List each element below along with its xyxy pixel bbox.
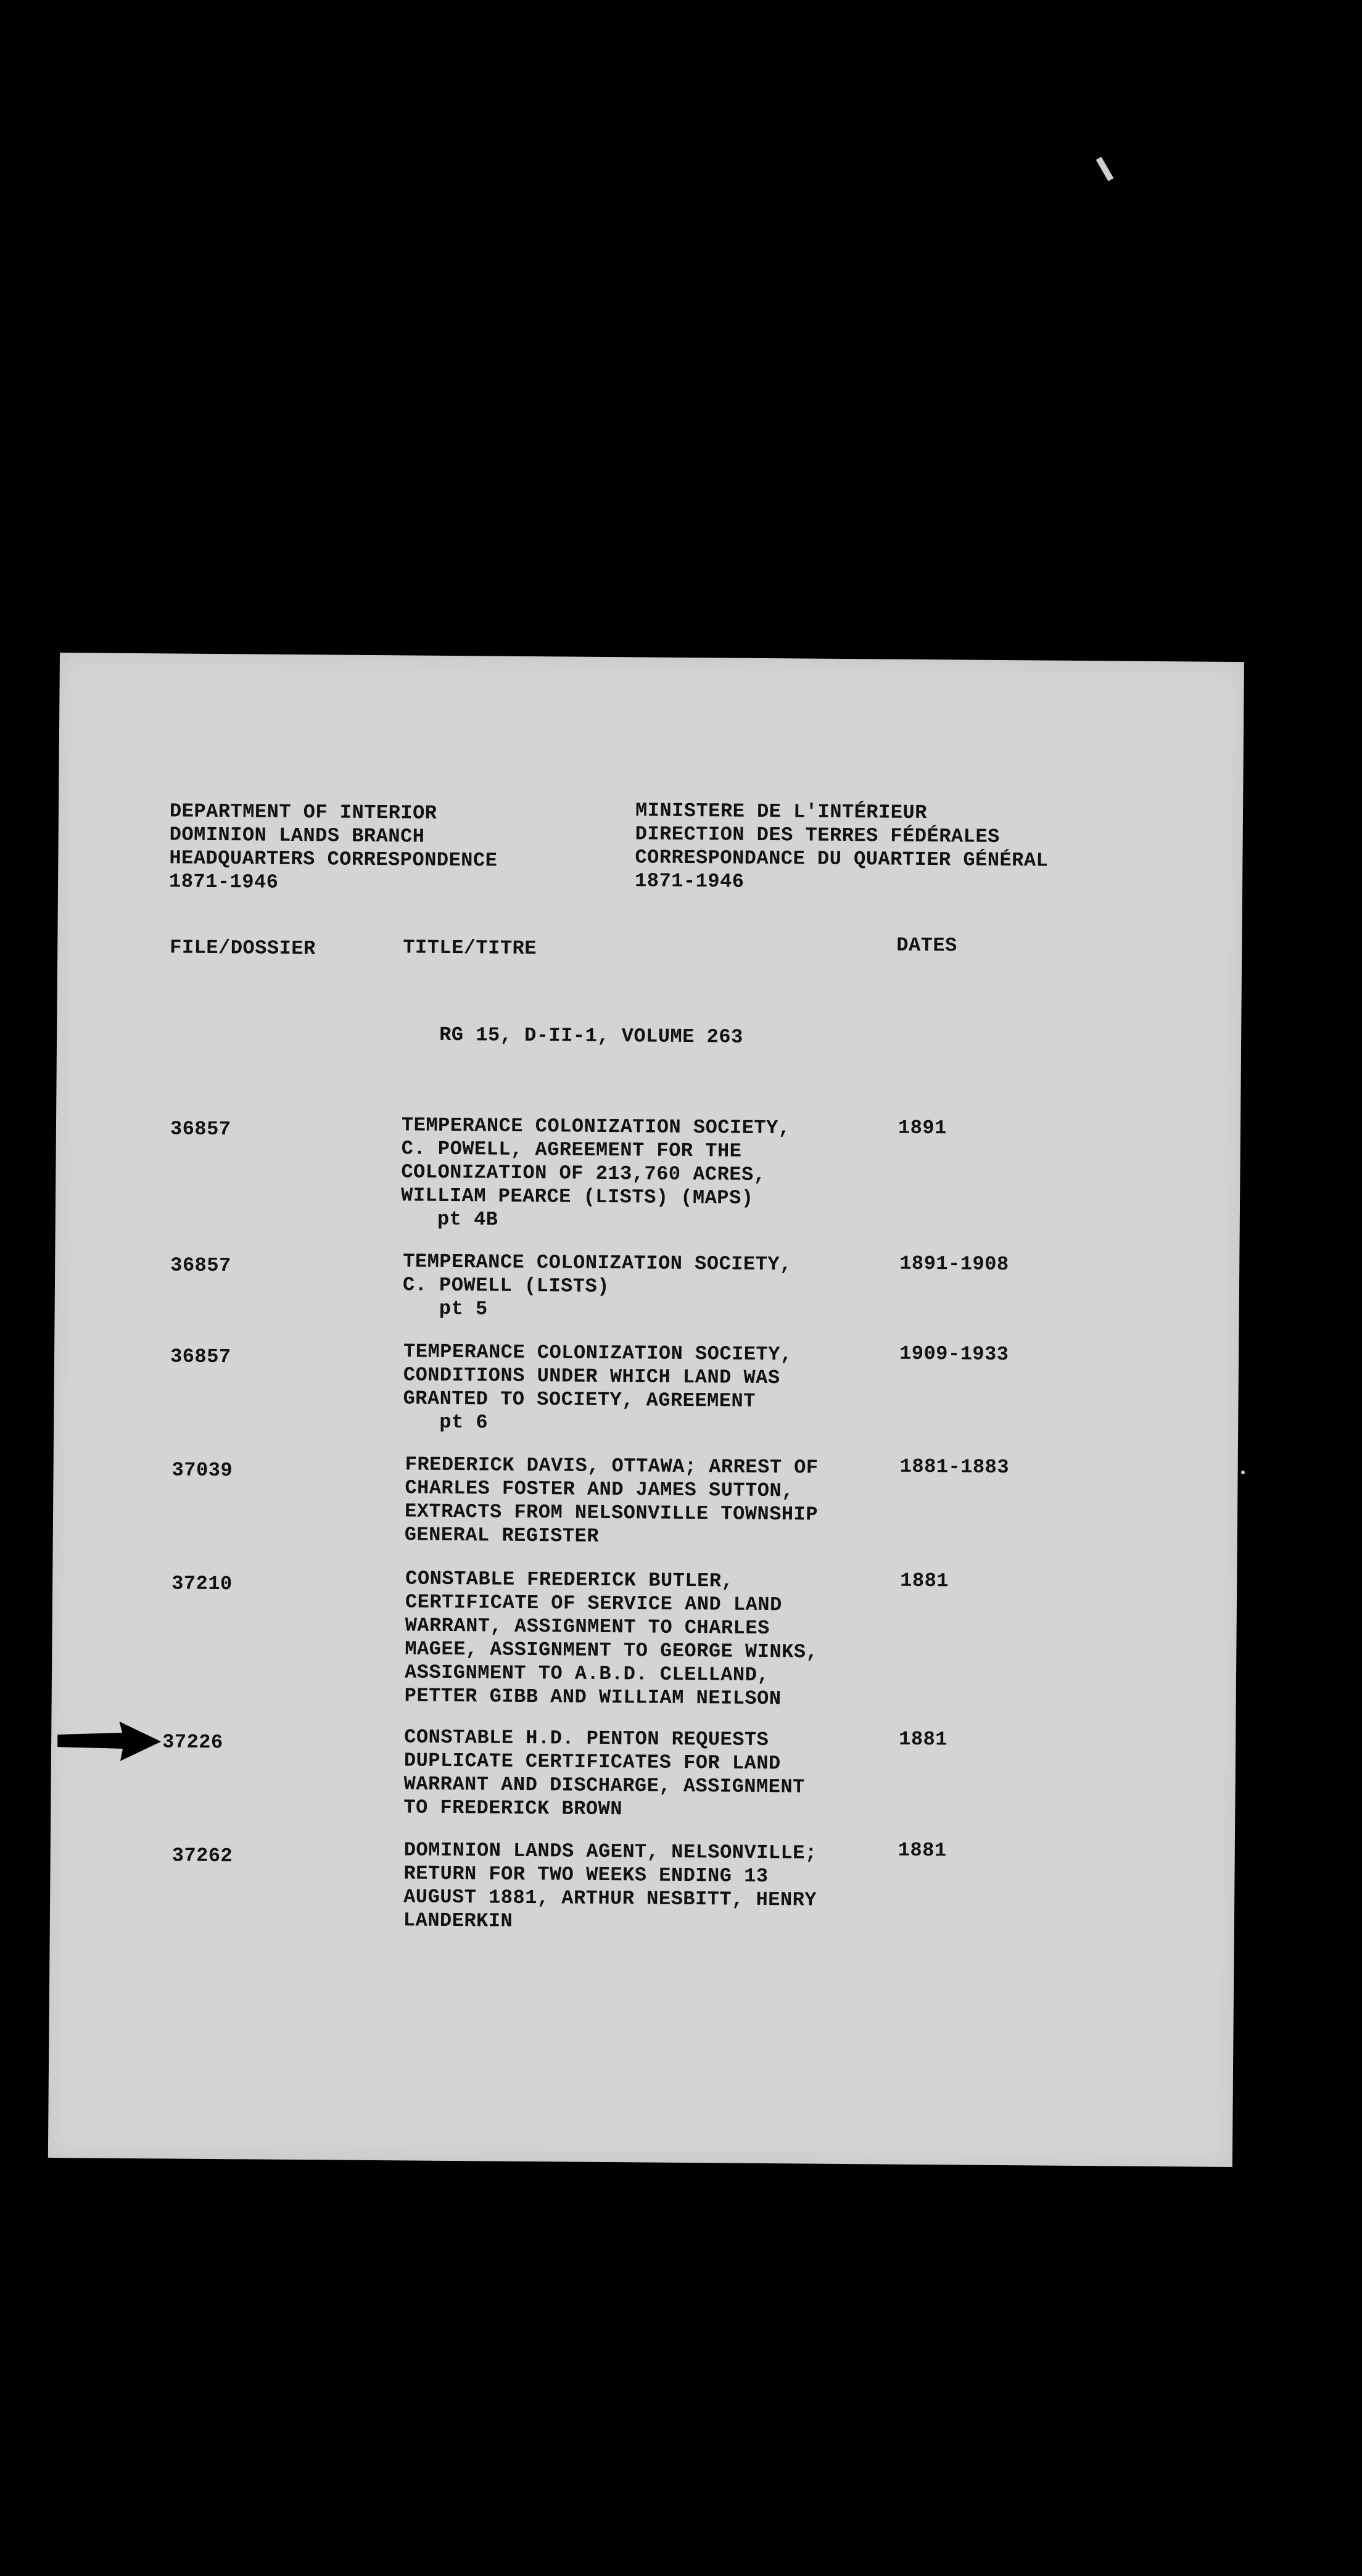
header-line: DOMINION LANDS BRANCH [169, 823, 425, 848]
entry-title-line: FREDERICK DAVIS, OTTAWA; ARREST OF [405, 1453, 819, 1479]
entry-dates: 1881 [899, 1727, 948, 1751]
column-header-file: FILE/DOSSIER [170, 936, 316, 960]
entry-dates: 1891 [898, 1116, 947, 1140]
entry-title-line: COLONIZATION OF 213,760 ACRES, [401, 1160, 766, 1187]
entry-title [401, 1113, 791, 1234]
entry-title-line: C. POWELL (LISTS) [402, 1273, 610, 1298]
entry-title-line: CONSTABLE FREDERICK BUTLER, [405, 1567, 734, 1593]
column-header-dates: DATES [896, 933, 957, 957]
entry-file-number: 36857 [170, 1117, 231, 1141]
document-page [48, 653, 1244, 2167]
entry-title-line: CERTIFICATE OF SERVICE AND LAND [405, 1590, 782, 1617]
entry-title-line: RETURN FOR TWO WEEKS ENDING 13 [403, 1862, 769, 1888]
arrow-right-icon [57, 1720, 163, 1764]
entry-file-number: 37226 [162, 1730, 223, 1754]
entry-dates: 1881 [900, 1569, 949, 1593]
entry-title [403, 1725, 805, 1822]
entry-title-line: ASSIGNMENT TO A.B.D. CLELLAND, [404, 1661, 770, 1687]
entry-title-line: pt 4B [400, 1207, 498, 1231]
entry-title [403, 1838, 817, 1935]
scan-artifact [1096, 157, 1114, 181]
entry-file-number: 36857 [170, 1253, 231, 1278]
scan-artifact [1241, 1471, 1245, 1474]
entry-title-line: DOMINION LANDS AGENT, NELSONVILLE; [403, 1838, 817, 1865]
header-line: MINISTERE DE L'INTÉRIEUR [635, 799, 928, 825]
entry-title-line: MAGEE, ASSIGNMENT TO GEORGE WINKS, [405, 1637, 819, 1664]
entry-file-number: 37039 [171, 1458, 233, 1482]
entry-title-line: GENERAL REGISTER [404, 1523, 600, 1548]
entry-title-line: pt 6 [403, 1410, 489, 1434]
entry-title-line: GRANTED TO SOCIETY, AGREEMENT [403, 1387, 756, 1413]
entry-title-line: TEMPERANCE COLONIZATION SOCIETY, [403, 1340, 793, 1366]
entry-title-line: WARRANT AND DISCHARGE, ASSIGNMENT [403, 1772, 805, 1799]
header-line: DIRECTION DES TERRES FÉDÉRALES [635, 822, 1000, 848]
header-english [169, 799, 498, 896]
entry-title-line: EXTRACTS FROM NELSONVILLE TOWNSHIP [404, 1500, 819, 1526]
entry-title-line: TO FREDERICK BROWN [403, 1796, 623, 1821]
header-line: 1871-1946 [634, 869, 745, 893]
entry-dates: 1881-1883 [899, 1455, 1010, 1479]
entry-title-line: WARRANT, ASSIGNMENT TO CHARLES [405, 1614, 770, 1640]
entry-title-line: CHARLES FOSTER AND JAMES SUTTON, [405, 1476, 794, 1503]
header-line: 1871-1946 [168, 870, 279, 894]
entry-title-line: C. POWELL, AGREEMENT FOR THE [401, 1137, 742, 1163]
entry-title-line: PETTER GIBB AND WILLIAM NEILSON [404, 1684, 782, 1711]
entry-dates: 1881 [898, 1838, 947, 1862]
entry-title-line: WILLIAM PEARCE (LISTS) (MAPS) [400, 1184, 754, 1210]
entry-dates: 1909-1933 [899, 1342, 1009, 1366]
header-line: HEADQUARTERS CORRESPONDENCE [169, 846, 498, 872]
header-line: DEPARTMENT OF INTERIOR [169, 799, 437, 825]
entry-title-line: LANDERKIN [403, 1909, 513, 1933]
volume-reference: RG 15, D-II-1, VOLUME 263 [439, 1023, 743, 1049]
entry-title-line: CONDITIONS UNDER WHICH LAND WAS [403, 1363, 780, 1390]
entry-title [405, 1567, 819, 1711]
entry-title-line: DUPLICATE CERTIFICATES FOR LAND [403, 1749, 781, 1775]
header-line: CORRESPONDANCE DU QUARTIER GÉNÉRAL [635, 846, 1049, 872]
entry-file-number: 36857 [170, 1345, 231, 1369]
entry-file-number: 37262 [171, 1844, 233, 1868]
entry-file-number: 37210 [171, 1572, 233, 1596]
entry-title [403, 1250, 792, 1323]
entry-title [403, 1340, 793, 1437]
entry-title [405, 1453, 819, 1550]
entry-dates: 1891-1908 [899, 1252, 1009, 1276]
entry-title-line: AUGUST 1881, ARTHUR NESBITT, HENRY [403, 1885, 817, 1912]
entry-title-line: TEMPERANCE COLONIZATION SOCIETY, [403, 1250, 792, 1276]
entry-title-line: CONSTABLE H.D. PENTON REQUESTS [404, 1725, 769, 1752]
entry-title-line: TEMPERANCE COLONIZATION SOCIETY, [401, 1113, 791, 1140]
header-french [635, 799, 1049, 896]
entry-title-line: pt 5 [402, 1297, 488, 1321]
column-header-title: TITLE/TITRE [403, 936, 537, 960]
